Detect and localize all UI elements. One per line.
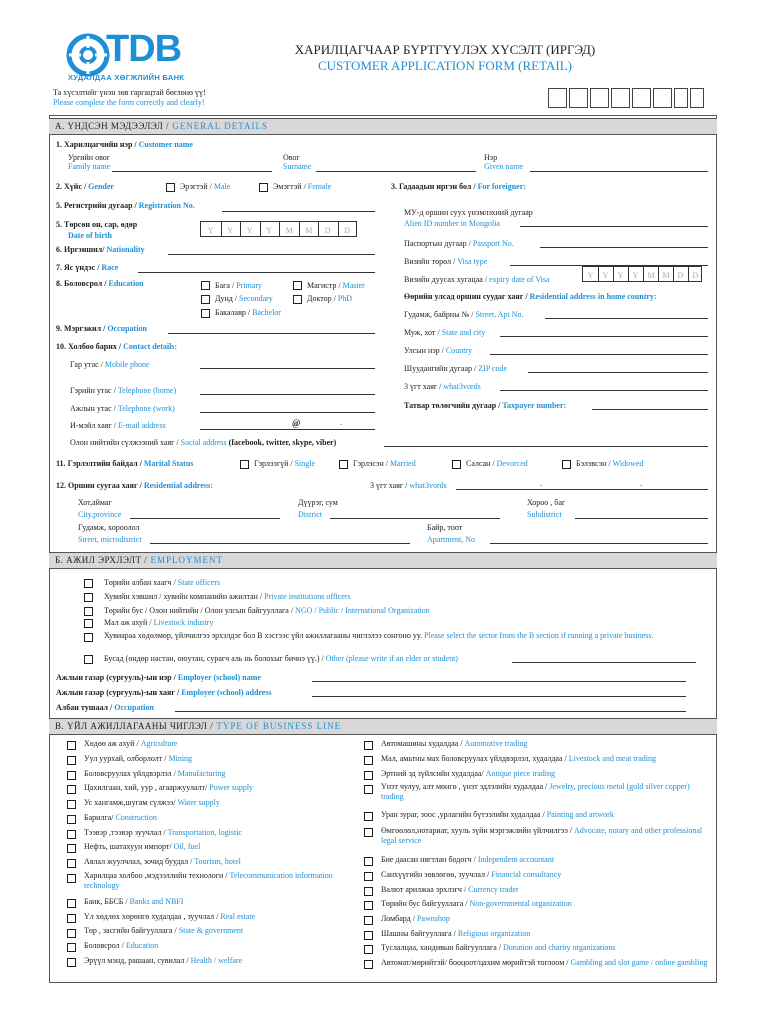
mobile-field[interactable] (200, 368, 375, 369)
instruction-en: Please complete the form correctly and clearly! (53, 98, 205, 107)
date-box-letter: Y (227, 226, 234, 235)
email-field[interactable] (200, 429, 375, 430)
tax-label: Татвар төлөгчийн дугаар / Taxpayer number: (404, 401, 567, 410)
section-a-title-mn: А. ҮНДСЭН МЭДЭЭЛЭЛ / (55, 121, 170, 131)
dob-label-en: Date of birth (68, 231, 112, 240)
foreign-w3w-field[interactable] (500, 390, 708, 391)
biz-financial-label: Санхүүгийн зөвлөгөө, зуучлал / Financial consultancy (381, 870, 562, 879)
gender-label: 2. Хүйс / Gender (56, 182, 114, 191)
edu-master-checkbox[interactable] (293, 281, 302, 290)
section-a-title-en: GENERAL DETAILS (169, 121, 268, 131)
contact-label: 10. Холбоо барих / Contact details: (56, 342, 178, 351)
surname-field[interactable] (316, 171, 476, 172)
emp-private-checkbox[interactable] (84, 593, 93, 602)
biz-power-checkbox[interactable] (67, 785, 76, 794)
biz-health-label: Эрүүл мэнд, рашаан, сувилал / Health / welfare (84, 956, 243, 965)
biz-antique-checkbox[interactable] (364, 771, 373, 780)
biz-banks-label: Банк, ББСБ / Banks and NBFI (84, 897, 184, 906)
residential-w3w-field[interactable] (456, 489, 708, 490)
education-label: 8. Боловсрол / Education (56, 279, 144, 288)
home-addr-label: Өөрийн улсад оршин суудаг хаяг / Residential address in home country: (404, 292, 657, 301)
biz-automotive-checkbox[interactable] (364, 741, 373, 750)
section-b-title-en: EMPLOYMENT (147, 555, 223, 565)
date-box-letter: D (677, 271, 684, 280)
district-field[interactable] (330, 518, 500, 519)
given-name-field[interactable] (530, 171, 708, 172)
gender-male-label: Эрэгтэй / Male (180, 182, 231, 191)
section-b-header (49, 552, 717, 569)
biz-agriculture-label: Хөдөө аж ахуй / Agriculture (84, 739, 178, 748)
reg-no-field[interactable] (222, 211, 375, 212)
biz-transport-label: Тээвэр ,тээвэр зуучлал / Transportation, logistic (84, 828, 242, 837)
biz-gambling-label: Автомат/мөрийтэй/ бооцоот/цахим мөрийтэй тоглоом / Gambling and slot game / online gambling (381, 958, 708, 967)
country-label: Улсын нэр / Country (404, 346, 473, 355)
biz-government-checkbox[interactable] (67, 929, 76, 938)
email-at-sign: @ (292, 418, 301, 428)
employer-name-label: Ажлын газар (сургууль)-ын нэр / Employer (school) name (56, 673, 261, 682)
nationality-label: 6. Иргэншил/ Nationality (56, 245, 145, 254)
marital-single-label: Гэрлээгүй / Single (254, 459, 316, 468)
state-city-field[interactable] (500, 336, 708, 337)
edu-phd-label: Доктор / PhD (307, 294, 353, 303)
date-box-letter: M (662, 271, 670, 280)
date-box-divider (338, 222, 339, 236)
visa-type-label: Визийн төрөл / Visa type (404, 257, 488, 266)
biz-government-label: Төр , засгийн байгууллага / State & government (84, 926, 244, 935)
biz-jewelry-checkbox[interactable] (364, 785, 373, 794)
biz-advocate-label: Өмгөөлөл,нотариат, хууль зүйн мэргэжлийн үйлчилгээ / Advocate, notary and other professional legal service (381, 826, 703, 845)
edu-primary-checkbox[interactable] (201, 281, 210, 290)
street-apt-field[interactable] (545, 318, 708, 319)
date-box-letter: D (324, 226, 331, 235)
mobile-label: Гар утас / Mobile phone (70, 360, 150, 369)
work-phone-label: Ажлын утас / Telephone (work) (70, 404, 175, 413)
date-box-letter: M (285, 226, 293, 235)
biz-health-checkbox[interactable] (67, 958, 76, 967)
street-label: Гудамж, хороолол Street, microdistrict (78, 523, 142, 544)
section-v-title-mn: В. ҮЙЛ АЖИЛЛАГААНЫ ЧИГЛЭЛ / (55, 721, 214, 731)
w3w-dot-1: . (540, 479, 542, 488)
biz-currency-checkbox[interactable] (364, 887, 373, 896)
biz-religious-label: Шашны байгууллага / Religious organization (381, 929, 531, 938)
form-title-mn: ХАРИЛЦАГЧААР БҮРТГҮҮЛЭХ ХҮСЭЛТ (ИРГЭД) (294, 42, 596, 57)
biz-ngo-checkbox[interactable] (364, 901, 373, 910)
emp-livestock-checkbox[interactable] (84, 619, 93, 628)
emp-state-label: Төрийн албан хаагч / State officers (104, 578, 221, 587)
form-number-boxes[interactable] (548, 88, 704, 108)
edu-secondary-checkbox[interactable] (201, 295, 210, 304)
biz-charity-label: Туслалцаа, хандивын байгууллага / Donation and charity organizations (381, 943, 616, 952)
date-box-divider (221, 222, 222, 236)
date-box-divider (658, 267, 659, 281)
state-city-label: Муж, хот / State and city (404, 328, 486, 337)
date-box-divider (643, 267, 644, 281)
biz-charity-checkbox[interactable] (364, 945, 373, 954)
marital-divorced-checkbox[interactable] (452, 460, 461, 469)
family-name-field[interactable] (112, 171, 272, 172)
marital-divorced-label: Салсан / Devorced (466, 459, 528, 468)
date-box-divider (613, 267, 614, 281)
gender-male-checkbox[interactable] (166, 183, 175, 192)
biz-transport-checkbox[interactable] (67, 830, 76, 839)
date-box-divider (240, 222, 241, 236)
alien-id-label: МУ-д оршин суух үнэмлэхний дугаар Alien ID number in Mongolia (404, 208, 533, 228)
instruction-mn: Та хүсэлтийг үнэн зөв гаргацтай бөглөнө үү! (53, 88, 206, 97)
date-box-divider (318, 222, 319, 236)
emp-state-checkbox[interactable] (84, 579, 93, 588)
biz-oil-checkbox[interactable] (67, 844, 76, 853)
biz-education-checkbox[interactable] (67, 943, 76, 952)
biz-pawnshop-label: Ломбард / Pawnshop (381, 914, 450, 923)
alien-id-field[interactable] (520, 226, 708, 227)
date-box-letter: M (647, 271, 655, 280)
biz-automotive-label: Автомашины худалдаа / Automotive trading (381, 739, 528, 748)
email-dot: . (340, 418, 342, 427)
biz-jewelry-label: Үнэт чулуу, алт мөнгө , үнэт эдлэлийн худалдаа / Jewelry, precious metal (gold silver copper) trading (381, 782, 690, 801)
logo (66, 30, 196, 82)
biz-banks-checkbox[interactable] (67, 899, 76, 908)
date-box-letter: M (305, 226, 313, 235)
emp-other-field[interactable] (512, 662, 696, 663)
zip-label: Шуудангийн дугаар / ZIP code (404, 364, 508, 373)
gender-female-checkbox[interactable] (259, 183, 268, 192)
date-box-letter: Y (587, 271, 594, 280)
emp-self-employed-label: Хувиараа хөдөлмөр, үйлчилгээ эрхэлдэг бол В хэсгээс үйл ажиллагааны чиглэлээ сонгоно уу. Please select the sector from the B section if running a private business. (104, 631, 654, 640)
biz-mining-checkbox[interactable] (67, 756, 76, 765)
date-box-divider (673, 267, 674, 281)
employer-addr-label: Ажлын газар (сургууль)-ын хаяг / Employer (school) address (56, 688, 272, 697)
section-a-header (49, 118, 717, 135)
biz-agriculture-checkbox[interactable] (67, 741, 76, 750)
marital-married-label: Гэрлэсэн / Married (353, 459, 416, 468)
nationality-field[interactable] (168, 254, 375, 255)
apartment-field[interactable] (490, 543, 708, 544)
form-frame (49, 115, 717, 983)
biz-water-checkbox[interactable] (67, 800, 76, 809)
date-box-divider (598, 267, 599, 281)
subdistrict-field[interactable] (575, 518, 708, 519)
residential-w3w-label: 3 үгт хаяг / what3vords (370, 481, 447, 490)
street-field[interactable] (150, 543, 410, 544)
biz-accountant-label: Бие даасан нягтлан бодогч / Independent accountant (381, 855, 555, 864)
work-phone-field[interactable] (200, 412, 375, 413)
date-box-letter: Y (632, 271, 639, 280)
section-b-title-mn: Б. АЖИЛ ЭРХЛЭЛТ / (55, 555, 148, 565)
marital-widowed-checkbox[interactable] (562, 460, 571, 469)
biz-pawnshop-checkbox[interactable] (364, 916, 373, 925)
date-box-letter: D (344, 226, 351, 235)
biz-manufacturing-checkbox[interactable] (67, 771, 76, 780)
biz-painting-label: Уран зураг, зоос ,урлагийн бүтээлийн худалдаа / Painting and artwork (381, 810, 614, 819)
apartment-label: Байр, тоот Apartment, No (427, 523, 475, 544)
occupation-field[interactable] (168, 333, 375, 334)
emp-ngo-checkbox[interactable] (84, 607, 93, 616)
position-label: Албан тушаал / Occupation (56, 703, 154, 712)
reg-no-label: 5. Регистрийн дугаар / Registration No. (56, 201, 195, 210)
biz-ngo-label: Төрийн бус байгууллага / Non-governmental organization (381, 899, 572, 908)
foreigner-label: 3. Гадаадын иргэн бол / For foreigner: (391, 182, 526, 191)
visa-expiry-label: Визийн дуусах хугацаа / expiry date of Visa (404, 275, 550, 284)
marital-label: 11. Гэрлэлтийн байдал / Marital Status (56, 459, 194, 468)
biz-livestock-label: Мал, амьтны мах боловсруулах үйлдвэрлэл, худалдаа / Livestock and meat trading (381, 754, 657, 763)
residential-label: 12. Оршин суугаа хаяг / Residential address: (56, 481, 213, 490)
occupation-label: 9. Мэргэжил / Occupation (56, 324, 147, 333)
marital-single-checkbox[interactable] (240, 460, 249, 469)
biz-gambling-checkbox[interactable] (364, 960, 373, 969)
biz-oil-label: Нефть, шатахуун импорт/ Oil, fuel (84, 842, 201, 851)
edu-master-label: Магистр / Master (307, 281, 365, 290)
city-field[interactable] (130, 518, 280, 519)
biz-financial-checkbox[interactable] (364, 872, 373, 881)
social-label: Олон нийтийн сүлжээний хаяг / Social address (facebook, twitter, skype, viber) (70, 438, 337, 447)
date-box-divider (688, 267, 689, 281)
subdistrict-label: Хороо , баг Subdistrict (527, 498, 566, 519)
emp-other-checkbox[interactable] (84, 655, 93, 664)
date-box-letter: Y (602, 271, 609, 280)
employer-addr-field[interactable] (312, 696, 686, 697)
passport-field[interactable] (540, 247, 708, 248)
marital-widowed-label: Бэлэвсэн / Widowed (576, 459, 644, 468)
biz-livestock-checkbox[interactable] (364, 756, 373, 765)
section-v-header (49, 718, 717, 735)
date-box-letter: Y (266, 226, 273, 235)
biz-painting-checkbox[interactable] (364, 812, 373, 821)
biz-construction-label: Барилга/ Construction (84, 813, 157, 822)
dob-label: 5. Төрсөн он, сар, өдөр (56, 220, 138, 229)
country-field[interactable] (490, 354, 708, 355)
date-box-letter: D (692, 271, 699, 280)
biz-realestate-label: Үл хөдлөх хөрөнгө худалдаа , зуучлал / Real estate (84, 912, 256, 921)
biz-antique-label: Эртний эд зүйлсийн худалдаа/ Antique piece trading (381, 769, 556, 778)
date-box-letter: Y (207, 226, 214, 235)
employer-name-field[interactable] (312, 681, 686, 682)
gender-female-label: Эмэгтэй / Female (273, 182, 332, 191)
email-label: И-мэйл хаяг / E-mail address (70, 421, 166, 430)
home-phone-label: Гэрийн утас / Telephone (home) (70, 386, 177, 395)
biz-construction-checkbox[interactable] (67, 815, 76, 824)
biz-advocate-checkbox[interactable] (364, 828, 373, 837)
dob-boxes[interactable] (200, 221, 357, 237)
given-name-label: Нэр Given name (484, 153, 523, 171)
zip-field[interactable] (528, 372, 708, 373)
biz-education-label: Боловсрол / Education (84, 941, 159, 950)
biz-accountant-checkbox[interactable] (364, 857, 373, 866)
social-field[interactable] (384, 446, 708, 447)
tax-field[interactable] (592, 409, 708, 410)
race-field[interactable] (138, 272, 375, 273)
foreign-w3w-label: 3 үгт хаяг / what3vords (404, 382, 481, 391)
biz-realestate-checkbox[interactable] (67, 914, 76, 923)
date-box-divider (260, 222, 261, 236)
biz-water-label: Ус хангамж,шугам сүлжээ/ Water supply (84, 798, 220, 807)
district-label: Дүүрэг, сум District (298, 498, 338, 519)
section-v-title-en: TYPE OF BUSINESS LINE (213, 721, 342, 731)
biz-tourism-checkbox[interactable] (67, 859, 76, 868)
tdb-logo-icon (66, 33, 110, 77)
marital-married-checkbox[interactable] (339, 460, 348, 469)
logo-bank-name: ХУДАЛДАА ХӨГЖЛИЙН БАНК (68, 73, 185, 82)
biz-manufacturing-label: Боловсруулах үйлдвэрлэл / Manufacturing (84, 769, 226, 778)
street-apt-label: Гудамж, байрны № / Street, Apt No. (404, 310, 524, 319)
biz-mining-label: Уул уурхай, олборлолт / Mining (84, 754, 193, 763)
form-title-en: CUSTOMER APPLICATION FORM (RETAIL) (317, 58, 573, 73)
home-phone-field[interactable] (200, 394, 375, 395)
race-label: 7. Яс үндэс / Race (56, 263, 119, 272)
surname-label: Овог Surname (283, 153, 312, 171)
logo-brand: TDB (106, 28, 182, 70)
city-label: Хот,аймаг City,province (78, 498, 122, 519)
edu-bachelor-checkbox[interactable] (201, 309, 210, 318)
position-field[interactable] (175, 711, 686, 712)
w3w-dot-2: . (640, 479, 642, 488)
biz-currency-label: Валют арилжаа эрхлэгч / Currency trader (381, 885, 519, 894)
emp-ngo-label: Төрийн бус / Олон нийтийн / Олон улсын байгууллага / NGO / Public / International Organization (104, 606, 430, 615)
emp-private-label: Хувийн хэвшил / хувийн компанийн ажилтан / Private institutions officers (104, 592, 351, 601)
date-box-divider (628, 267, 629, 281)
date-box-letter: Y (246, 226, 253, 235)
family-name-label: Ургийн овог Family name (68, 153, 111, 171)
date-box-divider (279, 222, 280, 236)
edu-phd-checkbox[interactable] (293, 295, 302, 304)
biz-telecom-label: Харилцаа холбоо ,мэдээллийн технологи / Telecommunication information technology (84, 871, 333, 890)
biz-religious-checkbox[interactable] (364, 931, 373, 940)
emp-self-employed-checkbox[interactable] (84, 633, 93, 642)
edu-secondary-label: Дунд / Secondary (215, 294, 273, 303)
edu-bachelor-label: Бакалавр / Bachelor (215, 308, 281, 317)
biz-tourism-label: Аялал жуулчлал, зочид буудал / Tourism, hotel (84, 857, 241, 866)
biz-telecom-checkbox[interactable] (67, 874, 76, 883)
date-box-letter: Y (617, 271, 624, 280)
visa-expiry-boxes[interactable] (582, 266, 702, 282)
emp-livestock-label: Мал аж ахуй / Livestock industry (104, 618, 214, 627)
customer-name-label: 1. Харилцагчийн нэр / Customer name (56, 140, 193, 149)
edu-primary-label: Бага / Primary (215, 281, 262, 290)
date-box-divider (299, 222, 300, 236)
biz-power-label: Цахилгаан, хий, уур , агааржуулалт/ Power supply (84, 783, 254, 792)
emp-other-label: Бусад (өндөр настан, оюутан, сурагч аль нь болохыг бичнэ үү.) / Other (please write if an elder or student) (104, 654, 458, 663)
passport-label: Паспортын дугаар / Passport No. (404, 239, 514, 248)
